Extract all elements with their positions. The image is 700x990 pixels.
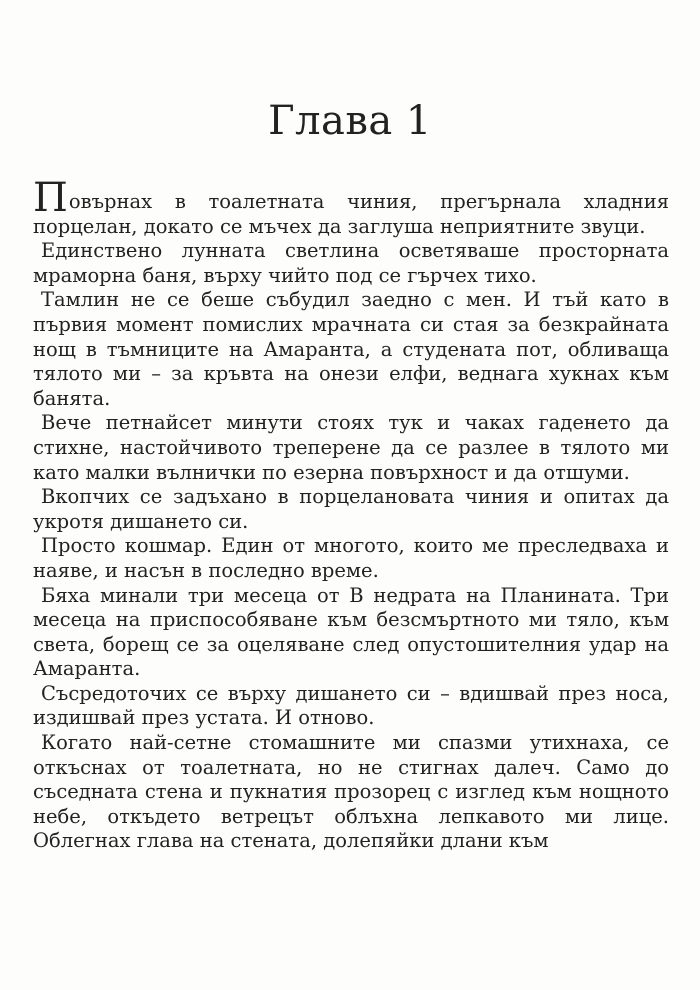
paragraph-6: Просто кошмар. Един от многото, които ме преследваха и наяве, и насън в последно време.	[33, 534, 669, 582]
paragraph-7: Бяха минали три месеца от В недрата на Планината. Три месеца на приспособяване към безсмъртното ми тяло, към света, борещ се за оцеляване след опустошителния удар на Амаранта.	[33, 583, 669, 681]
paragraph-4: Вече петнайсет минути стоях тук и чаках гаденето да стихне, настойчивото треперене да се разлее в тялото ми като малки вълнички по езерна повърхност и да отшуми.	[33, 411, 669, 484]
paragraph-1-text: овърнах в тоалетната чиния, прегърнала хладния порцелан, докато се мъчех да заглуша неприятните звуци.	[33, 190, 669, 238]
chapter-body	[33, 175, 669, 854]
chapter-title: Глава 1	[268, 98, 432, 144]
paragraph-5: Вкопчих се задъхано в порцелановата чиния и опитах да укротя дишането си.	[33, 485, 669, 533]
paragraph-2: Единствено лунната светлина осветяваше просторната мраморна баня, върху чийто под се гърчех тихо.	[33, 239, 669, 287]
paragraph-1	[33, 175, 669, 239]
paragraph-3: Тамлин не се беше събудил заедно с мен. И тъй като в първия момент помислих мрачната си стая за безкрайната нощ в тъмниците на Амаранта, а студената пот, обливаща тялото ми – за кръвта на онези елфи, веднага хукнах към банята.	[33, 288, 669, 410]
paragraph-9: Когато най-сетне стомашните ми спазми утихнаха, се откъснах от тоалетната, но не стигнах далеч. Само до съседната стена и пукнатия прозорец с изглед към нощното небе, откъдето ветрецът облъхна лепкавото ми лице. Облегнах глава на стената, долепяйки длани към	[33, 731, 669, 853]
drop-cap: П	[33, 175, 68, 221]
paragraph-8: Съсредоточих се върху дишането си – вдишвай през носа, издишвай през устата. И отново.	[33, 681, 669, 730]
